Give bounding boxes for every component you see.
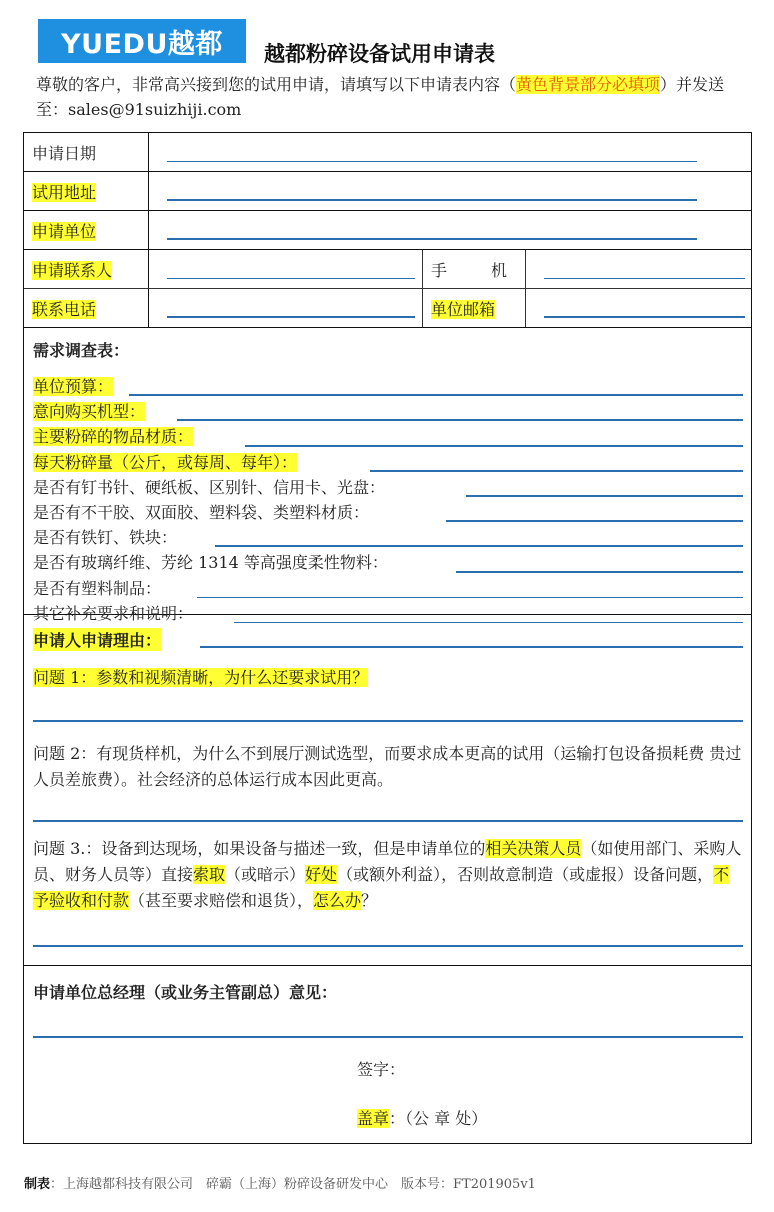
- intro-text: [36, 72, 736, 122]
- apply-date-field[interactable]: [149, 133, 751, 171]
- survey-label: 主要粉碎的物品材质：: [33, 427, 194, 447]
- contact-person-input-line[interactable]: [167, 278, 415, 279]
- q3-highlight: 怎么办: [313, 891, 362, 910]
- label-applicant-unit: 申请单位: [24, 211, 149, 249]
- survey-input-line[interactable]: [129, 394, 743, 396]
- opinion-input-line[interactable]: [33, 1036, 743, 1038]
- survey-input-line[interactable]: [446, 520, 743, 522]
- q3-highlight: 不予验收和付款: [33, 865, 730, 910]
- survey-item-staples: [33, 476, 743, 501]
- row-applicant-unit: [24, 211, 751, 250]
- signature-field[interactable]: 签字：: [357, 1060, 406, 1079]
- survey-label: 每天粉碎量（公斤，或每周、每年）：: [33, 452, 298, 472]
- survey-input-line[interactable]: [245, 445, 743, 447]
- survey-section: [24, 328, 751, 623]
- q3-text: （甚至要求赔偿和退货），: [129, 891, 314, 910]
- survey-input-line[interactable]: [370, 470, 743, 472]
- required-note: 黄色背景部分必填项: [516, 75, 661, 94]
- reason-title: 申请人申请理由：: [33, 628, 161, 651]
- survey-input-line[interactable]: [177, 419, 743, 421]
- label-unit-email: 单位邮箱: [423, 289, 526, 327]
- survey-item-daily-volume: [33, 451, 743, 476]
- survey-input-line[interactable]: [197, 597, 743, 598]
- survey-label: 是否有钉书针、硬纸板、区别针、信用卡、光盘：: [33, 477, 386, 497]
- row-trial-address: [24, 172, 751, 211]
- survey-item-material: [33, 425, 743, 450]
- answer-2-line[interactable]: [33, 820, 743, 822]
- survey-input-line[interactable]: [466, 495, 743, 497]
- answer-1-line[interactable]: [33, 720, 743, 722]
- footer-label: 制表: [24, 1177, 51, 1192]
- applicant-unit-input-line[interactable]: [167, 238, 697, 240]
- survey-item-adhesive: [33, 501, 743, 526]
- survey-item-fiber: [33, 551, 743, 576]
- question-1: 问题 1：参数和视频清晰，为什么还要求试用？: [33, 668, 369, 687]
- unit-email-input-line[interactable]: [544, 316, 745, 318]
- contact-person-field[interactable]: [149, 250, 423, 288]
- opinion-title: 申请单位总经理（或业务主管副总）意见：: [33, 983, 338, 1002]
- survey-item-plastic: [33, 577, 743, 602]
- reason-section: [24, 615, 751, 966]
- survey-label: 是否有铁钉、铁块：: [33, 528, 178, 548]
- q3-highlight: 好处: [305, 865, 338, 884]
- survey-item-model: [33, 400, 743, 425]
- survey-label: 其它补充要求和说明：: [33, 603, 194, 623]
- survey-label: 单位预算：: [33, 377, 114, 396]
- survey-input-line[interactable]: [215, 545, 743, 547]
- phone-field[interactable]: [149, 289, 423, 327]
- survey-item-budget: [33, 375, 743, 400]
- trial-address-field[interactable]: [149, 172, 751, 210]
- q3-text: ？: [361, 891, 378, 910]
- footer: [24, 1173, 536, 1192]
- q3-highlight: 相关决策人员: [485, 839, 582, 858]
- footer-text: ：上海越都科技有限公司 碎霸（上海）粉碎设备研发中心 版本号：FT201905v1: [50, 1177, 536, 1192]
- mobile-field[interactable]: [526, 250, 751, 288]
- stamp-field[interactable]: [357, 1106, 487, 1129]
- q3-text: 问题 3.：设备到达现场，如果设备与描述一致，但是申请单位的: [33, 839, 486, 858]
- q3-text: （或额外利益），否则故意制造（或虚报）设备问题，: [337, 865, 714, 884]
- application-form: [23, 132, 752, 1144]
- survey-label: 是否有不干胶、双面胶、塑料袋、类塑料材质：: [33, 502, 370, 522]
- contact-email[interactable]: sales@91suizhiji.com: [68, 100, 242, 119]
- intro-before: 尊敬的客户，非常高兴接到您的试用申请，请填写以下申请表内容（: [36, 75, 517, 94]
- reason-input-line[interactable]: [200, 646, 743, 648]
- label-apply-date: 申请日期: [24, 133, 149, 171]
- label-mobile: 手 机: [423, 250, 526, 288]
- stamp-note: ：（公 章 处）: [389, 1109, 488, 1128]
- manager-opinion-section: [24, 966, 751, 1143]
- survey-label: 是否有塑料制品：: [33, 578, 162, 598]
- label-phone: 联系电话: [24, 289, 149, 327]
- intro-after: ）并发送至：: [36, 75, 725, 119]
- survey-title: 需求调查表：: [33, 341, 130, 360]
- q3-highlight: 索取: [193, 865, 226, 884]
- company-logo: YUEDU越都: [38, 19, 246, 63]
- stamp-label: 盖章: [357, 1109, 390, 1128]
- question-3: [33, 836, 743, 914]
- row-apply-date: [24, 133, 751, 172]
- survey-item-iron: [33, 526, 743, 551]
- unit-email-field[interactable]: [526, 289, 751, 327]
- question-2: 问题 2：有现货样机，为什么不到展厅测试选型，而要求成本更高的试用（运输打包设备损耗费 贵过 人员差旅费）。社会经济的总体运行成本因此更高。: [33, 744, 742, 789]
- page-title: 越都粉碎设备试用申请表: [264, 42, 495, 66]
- label-trial-address: 试用地址: [24, 172, 149, 210]
- answer-3-line[interactable]: [33, 945, 743, 947]
- phone-input-line[interactable]: [167, 316, 415, 318]
- trial-address-input-line[interactable]: [167, 199, 697, 201]
- label-contact-person: 申请联系人: [24, 250, 149, 288]
- q3-text: （或暗示）: [225, 865, 306, 884]
- row-phone-email: [24, 289, 751, 328]
- mobile-input-line[interactable]: [544, 278, 745, 279]
- applicant-unit-field[interactable]: [149, 211, 751, 249]
- survey-label: 是否有玻璃纤维、芳纶 1314 等高强度柔性物料：: [33, 553, 388, 573]
- apply-date-input-line[interactable]: [167, 161, 697, 162]
- q3-text: （如使用部门、采购人员、财务人员等）直接: [33, 839, 742, 884]
- survey-input-line[interactable]: [456, 571, 743, 573]
- row-contact: [24, 250, 751, 289]
- survey-label: 意向购买机型：: [33, 402, 146, 422]
